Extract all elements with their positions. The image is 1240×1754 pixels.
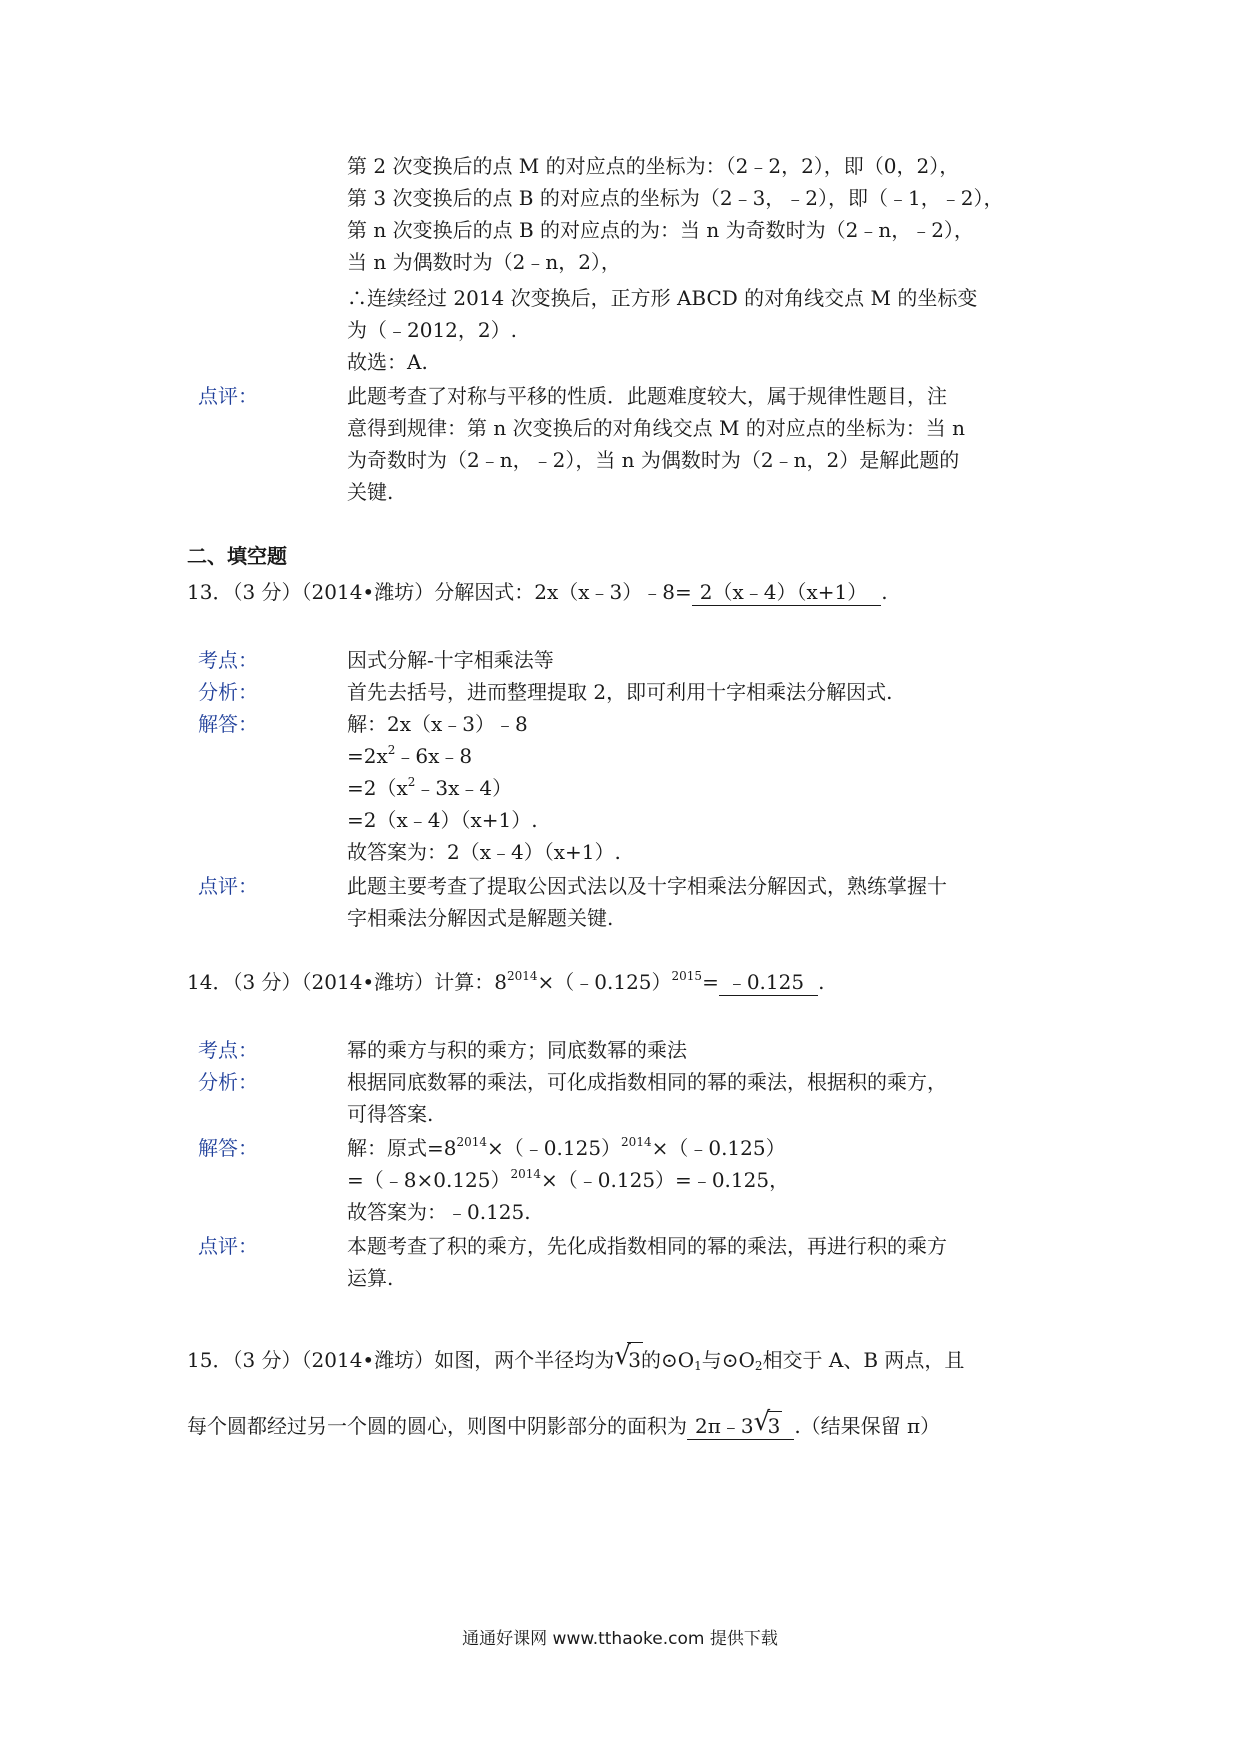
q15-line2-a: 每个圆都经过另一个圆的圆心，则图中阴影部分的面积为 [187,1414,687,1438]
q14-jieda-2 [347,1164,789,1196]
top-comment-line-3: 为奇数时为（2﹣n，﹣2），当 n 为偶数时为（2﹣n，2）是解此题的 [347,448,960,472]
q14-fenxi-label: 分析： [198,1070,258,1094]
top-line-5: ∴连续经过 2014 次变换后，正方形 ABCD 的对角线交点 M 的坐标变 [347,286,978,310]
q15-answer [687,1407,794,1440]
sqrt-radical-icon: √ [614,1341,631,1371]
q15-stem-d: 相交于 A、B 两点，且 [762,1348,965,1372]
q13-jieda-2 [347,740,472,772]
section-title: 二、填空题 [187,544,287,568]
q15-stem-a: 15．（3 分）（2014•潍坊）如图，两个半径均为 [187,1348,615,1372]
sqrt-radical-icon: √ [753,1407,771,1437]
q15-sqrt [614,1341,641,1376]
top-comment-line-1: 此题考查了对称与平移的性质．此题难度较大，属于规律性题目，注 [347,384,947,408]
q15-answer-sqrt [753,1407,781,1439]
q14-jieda-1b: ×（﹣0.125） [487,1136,622,1160]
q14-jieda-label: 解答： [198,1136,258,1160]
q14-jieda-2a: =（﹣8×0.125） [347,1168,511,1192]
q14-answer: ﹣0.125 [719,969,818,996]
top-line-4: 当 n 为偶数时为（2﹣n，2）， [347,250,621,274]
page-footer: 通通好课网 www.tthaoke.com 提供下载 [462,1629,778,1649]
q13-dianping-label: 点评： [198,874,258,898]
q13-kaodian-label: 考点： [198,648,258,672]
q13-jieda-3 [347,772,512,804]
q13-answer: 2（x﹣4）（x+1） [692,579,882,606]
q14-stem-c: = [702,970,719,994]
q14-jieda-1-exp1: 2014 [456,1135,488,1149]
sqrt-bar [627,1342,643,1343]
q13-dianping-2: 字相乘法分解因式是解题关键. [347,906,614,930]
q14-end: . [818,970,825,994]
top-line-6: 为（﹣2012，2）. [347,318,517,342]
q13-jieda-3a: =2（x [347,776,408,800]
q13-jieda-1: 解：2x（x﹣3）﹣8 [347,712,528,736]
q15-stem-b: 的⊙O [640,1348,695,1372]
q14-jieda-1 [347,1132,786,1164]
q14-kaodian-label: 考点： [198,1038,258,1062]
q13-kaodian: 因式分解-十字相乘法等 [347,648,554,672]
q15-line2-end: .（结果保留 π） [794,1414,941,1438]
top-comment-line-2: 意得到规律：第 n 次变换后的对角线交点 M 的对应点的坐标为：当 n [347,416,966,440]
q14-jieda-1c: ×（﹣0.125） [651,1136,786,1160]
q15-stem-c: 与⊙O [701,1348,755,1372]
q14-jieda-2-exp: 2014 [510,1167,542,1181]
q13-jieda-2a: =2x [347,744,388,768]
q14-stem-exp2: 2015 [671,969,703,983]
q13-dianping-1: 此题主要考查了提取公因式法以及十字相乘法分解因式，熟练掌握十 [347,874,947,898]
q15-line-1 [187,1341,965,1376]
sqrt-bar [767,1411,783,1412]
q13-jieda-3-exp: 2 [407,775,416,789]
q13-jieda-2-exp: 2 [387,743,396,757]
q13-jieda-4: =2（x﹣4）（x+1）. [347,808,538,832]
q14-stem-exp1: 2014 [506,969,538,983]
top-line-1: 第 2 次变换后的点 M 的对应点的坐标为：（2﹣2，2），即（0，2）， [347,154,960,178]
q14-jieda-3: 故答案为：﹣0.125. [347,1200,531,1224]
q15-answer-sqrt-val: 3 [767,1414,781,1438]
q14-stem-b: ×（﹣0.125） [537,970,672,994]
q14-dianping-1: 本题考查了积的乘方，先化成指数相同的幂的乘法，再进行积的乘方 [347,1234,947,1258]
q13-fenxi: 首先去括号，进而整理提取 2，即可利用十字相乘法分解因式. [347,680,893,704]
q15-answer-a: 2π﹣3 [695,1414,754,1438]
top-line-2: 第 3 次变换后的点 B 的对应点的坐标为（2﹣3，﹣2），即（﹣1，﹣2）， [347,186,1004,210]
q14-fenxi-1: 根据同底数幂的乘法，可化成指数相同的幂的乘法，根据积的乘方， [347,1070,947,1094]
q13-jieda-label: 解答： [198,712,258,736]
q15-sub1: 1 [694,1359,702,1373]
q13-end: . [881,580,888,604]
top-comment-line-4: 关键. [347,480,394,504]
q14-jieda-1a: 解：原式=8 [347,1136,457,1160]
q14-dianping-label: 点评： [198,1234,258,1258]
q13-jieda-3b: ﹣3x﹣4） [415,776,513,800]
q14-kaodian: 幂的乘方与积的乘方；同底数幂的乘法 [347,1038,687,1062]
q13-fenxi-label: 分析： [198,680,258,704]
q14-jieda-2b: ×（﹣0.125）=﹣0.125， [541,1168,790,1192]
q15-sub2: 2 [754,1359,763,1373]
top-line-3: 第 n 次变换后的点 B 的对应点的为：当 n 为奇数时为（2﹣n，﹣2）， [347,218,974,242]
top-comment-label: 点评： [198,384,258,408]
q13-stem [187,576,888,608]
q13-jieda-2b: ﹣6x﹣8 [395,744,473,768]
q14-jieda-1-exp2: 2014 [621,1135,652,1149]
q14-fenxi-2: 可得答案. [347,1102,434,1126]
q14-stem-a: 14．（3 分）（2014•潍坊）计算：8 [187,970,507,994]
q13-jieda-5: 故答案为：2（x﹣4）（x+1）. [347,840,621,864]
q15-line-2 [187,1407,941,1442]
q14-dianping-2: 运算. [347,1266,394,1290]
q13-stem-text: 13．（3 分）（2014•潍坊）分解因式：2x（x﹣3）﹣8= [187,580,692,604]
q14-stem [187,966,824,998]
top-line-7: 故选：A. [347,350,428,374]
q15-sqrt-val: 3 [628,1348,641,1372]
